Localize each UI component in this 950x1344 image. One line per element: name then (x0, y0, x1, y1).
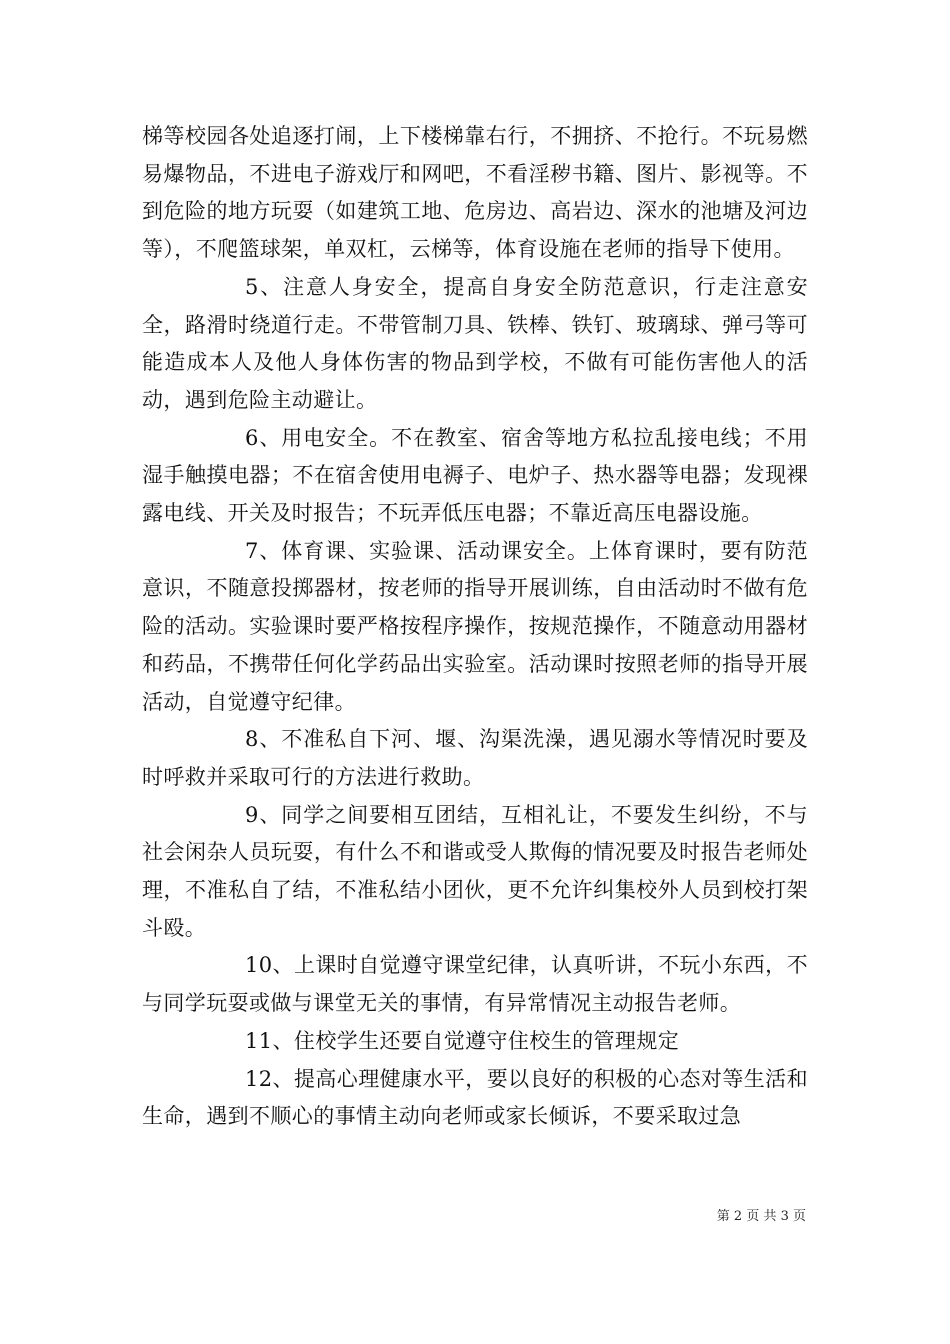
paragraph-item-11: 11、住校学生还要自觉遵守住校生的管理规定 (245, 1028, 680, 1053)
paragraph-item-8: 8、不准私自下河、堰、沟渠洗澡，遇见溺水等情况时要及时呼救并采取可行的方法进行救助。 (142, 727, 808, 789)
paragraph-item-9: 9、同学之间要相互团结，互相礼让，不要发生纠纷，不与社会闲杂人员玩耍，有什么不和谐或受人欺侮的情况要及时报告老师处理，不准私自了结，不准私结小团伙，更不允许纠集校外人员到校打架斗殴。 (142, 802, 808, 940)
paragraph-item-5: 5、注意人身安全，提高自身安全防范意识，行走注意安全，路滑时绕道行走。不带管制刀具、铁棒、铁钉、玻璃球、弹弓等可能造成本人及他人身体伤害的物品到学校，不做有可能伤害他人的活动，遇到危险主动避让。 (142, 274, 808, 412)
paragraph-item-7: 7、体育课、实验课、活动课安全。上体育课时，要有防范意识，不随意投掷器材，按老师的指导开展训练，自由活动时不做有危险的活动。实验课时要严格按程序操作，按规范操作，不随意动用器材和药品，不携带任何化学药品出实验室。活动课时按照老师的指导开展活动，自觉遵守纪律。 (142, 538, 808, 714)
document-body (142, 118, 808, 1136)
page-number-footer: 第 2 页 共 3 页 (716, 1209, 806, 1224)
paragraph-item-6: 6、用电安全。不在教室、宿舍等地方私拉乱接电线；不用湿手触摸电器；不在宿舍使用电褥子、电炉子、热水器等电器；发现裸露电线、开关及时报告；不玩弄低压电器；不靠近高压电器设施。 (142, 425, 808, 526)
paragraph-continuation: 梯等校园各处追逐打闹，上下楼梯靠右行，不拥挤、不抢行。不玩易燃易爆物品，不进电子游戏厅和网吧，不看淫秽书籍、图片、影视等。不到危险的地方玩耍（如建筑工地、危房边、高岩边、深水的池塘及河边等），不爬篮球架，单双杠，云梯等，体育设施在老师的指导下使用。 (142, 124, 808, 262)
paragraph-item-10: 10、上课时自觉遵守课堂纪律，认真听讲，不玩小东西，不与同学玩耍或做与课堂无关的事情，有异常情况主动报告老师。 (142, 953, 808, 1016)
paragraph-item-12: 12、提高心理健康水平，要以良好的积极的心态对等生活和生命，遇到不顺心的事情主动向老师或家长倾诉，不要采取过急 (142, 1066, 808, 1129)
